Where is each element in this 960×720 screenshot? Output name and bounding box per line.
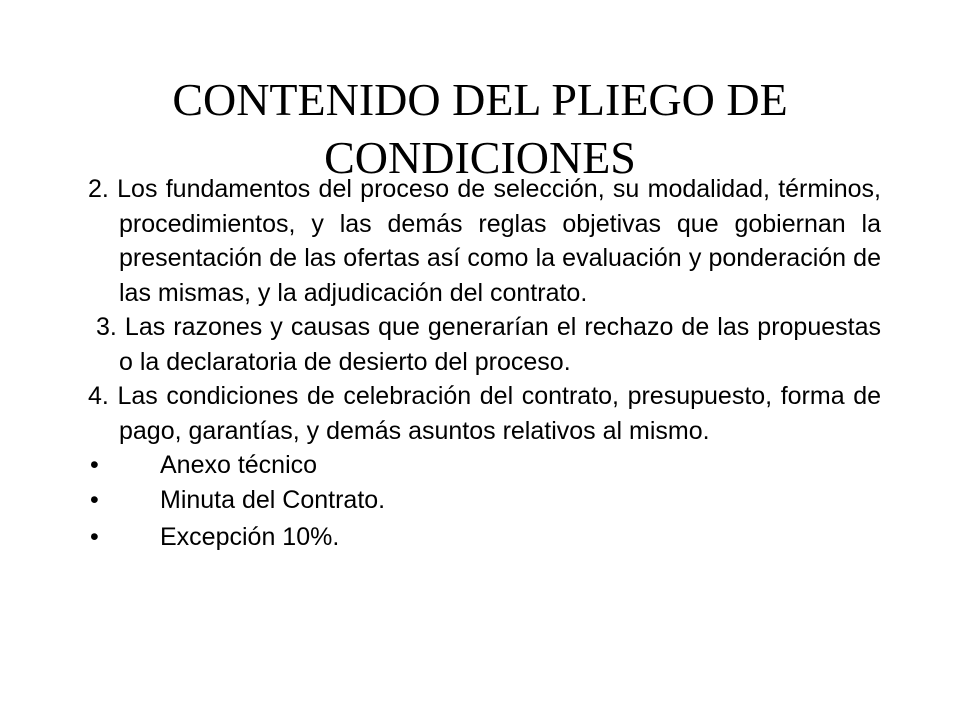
title-line-2: CONDICIONES bbox=[324, 131, 636, 183]
item-text: Los fundamentos del proceso de selección, su modalidad, términos, procedimientos, y las demás reglas objetivas que gobiernan la presentación de las ofertas así como la evaluación y ponderación de las mismas, y la adjudicación del contrato. bbox=[117, 175, 882, 307]
bullet-text: Anexo técnico bbox=[160, 451, 318, 479]
item-number: 2. bbox=[88, 175, 118, 203]
slide-body bbox=[88, 172, 881, 557]
bullet-icon: • bbox=[90, 523, 99, 551]
list-item bbox=[88, 310, 881, 379]
list-item bbox=[88, 172, 881, 310]
bullet-item bbox=[88, 448, 881, 483]
item-text: Las condiciones de celebración del contrato, presupuesto, forma de pago, garantías, y demás asuntos relativos al mismo. bbox=[117, 382, 881, 445]
title-line-1: CONTENIDO DEL PLIEGO DE bbox=[172, 73, 788, 125]
bullet-text: Minuta del Contrato. bbox=[160, 485, 386, 514]
slide-title bbox=[40, 71, 920, 187]
bullet-item bbox=[88, 483, 881, 518]
bullet-icon: • bbox=[90, 485, 99, 514]
list-item bbox=[88, 379, 881, 448]
bullet-item bbox=[88, 517, 881, 557]
item-number: 4. bbox=[88, 382, 118, 410]
bullet-icon: • bbox=[90, 451, 99, 479]
bullet-text: Excepción 10%. bbox=[160, 523, 340, 551]
item-text: Las razones y causas que generarían el rechazo de las propuestas o la declaratoria de desierto del proceso. bbox=[119, 313, 881, 376]
item-number: 3. bbox=[96, 313, 125, 341]
